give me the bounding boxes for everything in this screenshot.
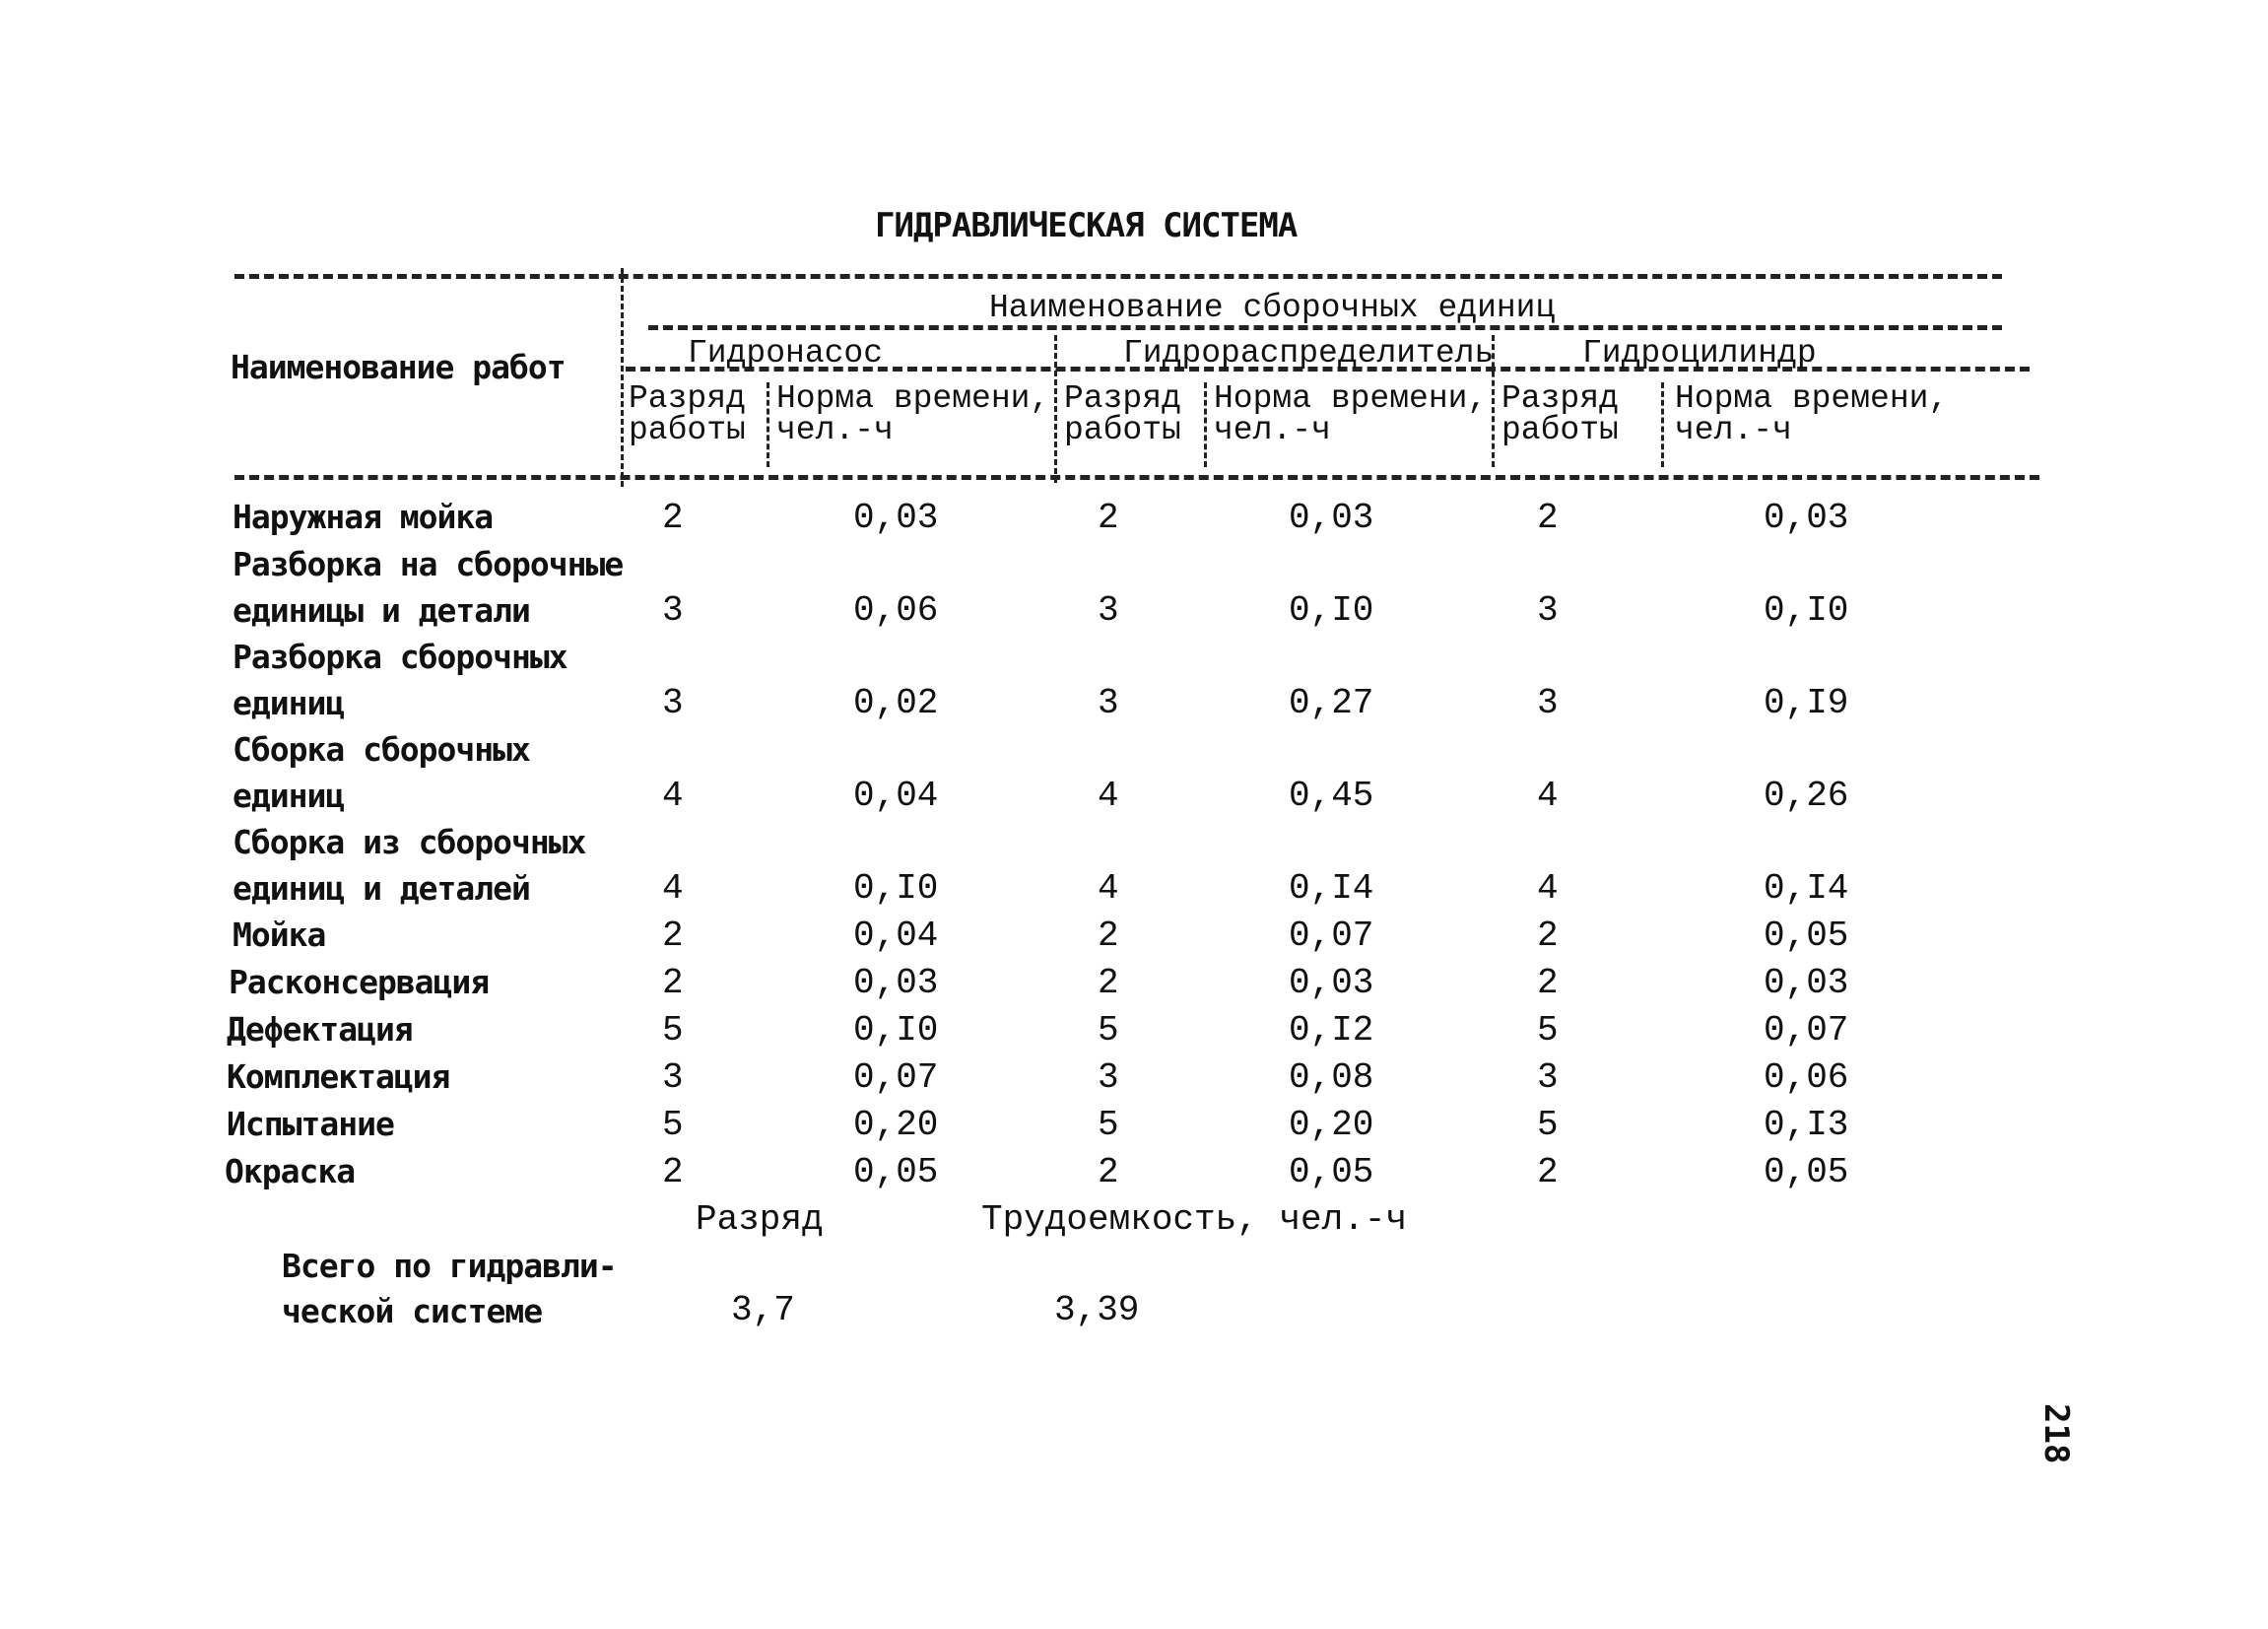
row-5-cell-4: 2 [1537,916,1559,956]
header-unit-pump: Гидронасос [688,335,884,372]
row-1-cell-5: 0,I0 [1764,590,1849,631]
row-6-name-line-0: Расконсервация [229,963,490,1001]
row-9-cell-4: 5 [1537,1105,1559,1145]
row-7-cell-3: 0,I2 [1289,1010,1374,1051]
row-9-cell-2: 5 [1098,1105,1119,1145]
row-9-cell-1: 0,20 [853,1105,939,1145]
row-8-cell-0: 3 [662,1057,684,1098]
row-10-cell-3: 0,05 [1289,1152,1374,1192]
row-2-cell-2: 3 [1098,683,1119,723]
row-6-cell-3: 0,03 [1289,963,1374,1003]
row-7-cell-2: 5 [1098,1010,1119,1051]
row-1-cell-0: 3 [662,590,684,631]
subhdr-grade-3b: работы [1501,412,1619,448]
row-6-cell-4: 2 [1537,963,1559,1003]
row-2-cell-5: 0,I9 [1764,683,1849,723]
subhdr-grade-1a: Разряд [629,380,746,417]
row-7-name-line-0: Дефектация [227,1010,413,1049]
row-10-name-line-0: Окраска [225,1152,356,1190]
row-3-name-line-0: Сборка сборочных [233,730,530,769]
row-5-name-line-0: Мойка [233,916,326,954]
subhdr-norm-1a: Норма времени, [776,380,1050,417]
row-4-cell-1: 0,I0 [853,868,939,909]
row-6-cell-0: 2 [662,963,684,1003]
row-6-cell-5: 0,03 [1764,963,1849,1003]
totals-grade-label: Разряд [696,1199,824,1240]
row-2-cell-3: 0,27 [1289,683,1374,723]
row-7-cell-5: 0,07 [1764,1010,1849,1051]
row-8-cell-2: 3 [1098,1057,1119,1098]
row-5-cell-2: 2 [1098,916,1119,956]
row-0-cell-2: 2 [1098,498,1119,538]
row-5-cell-1: 0,04 [853,916,939,956]
row-0-name-line-0: Наружная мойка [233,498,494,536]
row-1-cell-4: 3 [1537,590,1559,631]
row-8-cell-1: 0,07 [853,1057,939,1098]
row-0-cell-3: 0,03 [1289,498,1374,538]
page-title: ГИДРАВЛИЧЕСКАЯ СИСТЕМА [875,206,1298,245]
header-unit-distributor: Гидрораспределитель [1123,335,1495,372]
row-8-name-line-0: Комплектация [227,1057,450,1096]
subhdr-norm-1b: чел.-ч [776,412,894,448]
col-sep-5 [1661,382,1664,467]
subhdr-grade-2a: Разряд [1064,380,1181,417]
subhdr-grade-3a: Разряд [1501,380,1619,417]
row-4-name-line-1: единиц и деталей [233,869,530,908]
row-4-cell-0: 4 [662,868,684,909]
row-1-cell-2: 3 [1098,590,1119,631]
row-5-cell-5: 0,05 [1764,916,1849,956]
row-3-cell-5: 0,26 [1764,776,1849,816]
row-3-cell-1: 0,04 [853,776,939,816]
row-7-cell-1: 0,I0 [853,1010,939,1051]
row-6-cell-2: 2 [1098,963,1119,1003]
row-3-cell-4: 4 [1537,776,1559,816]
row-7-cell-4: 5 [1537,1010,1559,1051]
subhdr-norm-3a: Норма времени, [1675,380,1949,417]
subhdr-norm-2a: Норма времени, [1214,380,1488,417]
row-10-cell-2: 2 [1098,1152,1119,1192]
col-sep-1 [767,382,769,467]
row-4-cell-4: 4 [1537,868,1559,909]
row-0-cell-0: 2 [662,498,684,538]
row-3-cell-0: 4 [662,776,684,816]
row-2-cell-1: 0,02 [853,683,939,723]
subhdr-norm-2b: чел.-ч [1214,412,1331,448]
col-sep-2 [1054,335,1057,483]
header-bottom-rule [234,475,2039,480]
row-1-name-line-0: Разборка на сборочные [233,545,624,583]
row-4-cell-3: 0,I4 [1289,868,1374,909]
row-10-cell-1: 0,05 [853,1152,939,1192]
totals-labor-label: Трудоемкость, чел.-ч [981,1199,1408,1240]
header-work-name: Наименование работ [231,348,566,386]
row-1-name-line-1: единицы и детали [233,591,530,630]
totals-labor-value: 3,39 [1054,1290,1140,1330]
row-8-cell-5: 0,06 [1764,1057,1849,1098]
row-3-name-line-1: единиц [233,777,345,815]
row-10-cell-5: 0,05 [1764,1152,1849,1192]
row-4-cell-2: 4 [1098,868,1119,909]
header-units-group: Наименование сборочных единиц [989,290,1556,326]
header-unit-cylinder: Гидроцилиндр [1582,335,1817,372]
totals-grade-value: 3,7 [731,1290,795,1330]
row-8-cell-3: 0,08 [1289,1057,1374,1098]
row-1-cell-3: 0,I0 [1289,590,1374,631]
col-sep-main [621,268,624,487]
totals-label-1: Всего по гидравли- [282,1247,617,1285]
row-3-cell-2: 4 [1098,776,1119,816]
col-sep-3 [1204,382,1207,467]
totals-label-2: ческой системе [282,1292,543,1330]
header-top-rule [234,274,2002,279]
row-1-cell-1: 0,06 [853,590,939,631]
row-5-cell-3: 0,07 [1289,916,1374,956]
row-8-cell-4: 3 [1537,1057,1559,1098]
row-0-cell-5: 0,03 [1764,498,1849,538]
row-4-cell-5: 0,I4 [1764,868,1849,909]
row-0-cell-1: 0,03 [853,498,939,538]
row-7-cell-0: 5 [662,1010,684,1051]
row-9-cell-5: 0,I3 [1764,1105,1849,1145]
row-10-cell-4: 2 [1537,1152,1559,1192]
row-9-cell-0: 5 [662,1105,684,1145]
row-6-cell-1: 0,03 [853,963,939,1003]
subhdr-grade-2b: работы [1064,412,1181,448]
subhdr-grade-1b: работы [629,412,746,448]
row-0-cell-4: 2 [1537,498,1559,538]
row-5-cell-0: 2 [662,916,684,956]
row-2-cell-0: 3 [662,683,684,723]
row-4-name-line-0: Сборка из сборочных [233,823,586,861]
page-number: 218 [2036,1403,2076,1464]
row-2-name-line-1: единиц [233,684,345,722]
row-3-cell-3: 0,45 [1289,776,1374,816]
row-10-cell-0: 2 [662,1152,684,1192]
row-2-name-line-0: Разборка сборочных [233,638,567,676]
row-9-name-line-0: Испытание [227,1105,394,1143]
subhdr-norm-3b: чел.-ч [1675,412,1792,448]
row-2-cell-4: 3 [1537,683,1559,723]
row-9-cell-3: 0,20 [1289,1105,1374,1145]
